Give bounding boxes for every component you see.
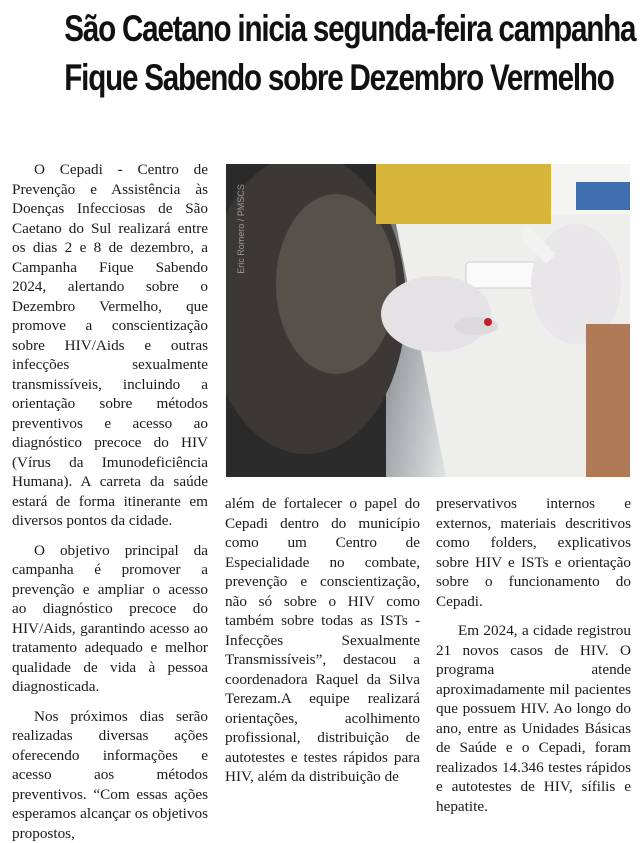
article-paragraph-2: O objetivo principal da campanha é promover a prevenção e ampliar o acesso ao diagnóstico precoce do HIV/Aids, garantindo acesso ao tratamento adequado e melhor qualidade de vida à pessoa diagnosticada.	[12, 541, 208, 697]
article-paragraph-1: O Cepadi - Centro de Prevenção e Assistência às Doenças Infecciosas de São Caetano do Sul realizará entre os dias 2 e 8 de dezembro, a Campanha Fique Sabendo 2024, alertando sobre o Dezembro Vermelho, que promove a conscientização sobre HIV/Aids e outras infecções sexualmente transmissíveis, incluindo a orientação sobre métodos preventivos e acesso ao diagnóstico precoce do HIV (Vírus da Imunodeficiência Humana). A carreta da saúde estará de forma itinerante em diversos pontos da cidade.	[12, 160, 208, 531]
test-cassette-icon	[466, 262, 536, 288]
headline	[64, 4, 578, 102]
article-column-left	[12, 160, 208, 843]
article-paragraph-6: Em 2024, a cidade registrou 21 novos casos de HIV. O programa atende aproximadamente mil pacientes que possuem HIV. Ao longo do ano, entre as Unidades Básicas de Saúde e o Cepadi, foram realizados 14.346 testes rápidos e autotestes de HIV, sífilis e hepatite.	[436, 621, 631, 816]
article-paragraph-5: preservativos internos e externos, materiais descritivos como folders, explicativos sobre HIV e ISTs e orientação sobre o funcionamento do Cepadi.	[436, 494, 631, 611]
photo-illustration	[226, 164, 630, 477]
article-column-middle	[225, 494, 420, 787]
box-icon	[376, 164, 551, 224]
photo-credit: Eric Romero / PMSCS	[236, 184, 246, 274]
gloved-hand-icon	[381, 276, 491, 352]
article-paragraph-4: além de fortalecer o papel do Cepadi dentro do município como um Centro de Especialidade no combate, prevenção e conscientização, não só sobre o HIV como também sobre todas as ISTs - Infecções Sexualmente Transmissíveis”, destacou a coordenadora Raquel da Silva Terezam.A equipe realizará orientações, acolhimento profissional, distribuição de autotestes e testes rápidos para HIV, além da distribuição de	[225, 494, 420, 787]
headline-line-1: São Caetano inicia segunda-feira campanha	[64, 4, 578, 53]
article-paragraph-3: Nos próximos dias serão realizadas diversas ações oferecendo informações e acesso aos métodos preventivos. “Com essas ações esperamos alcançar os objetivos propostos,	[12, 707, 208, 843]
article-column-right	[436, 494, 631, 816]
article-photo	[226, 164, 630, 477]
headline-line-2: Fique Sabendo sobre Dezembro Vermelho	[64, 53, 578, 102]
